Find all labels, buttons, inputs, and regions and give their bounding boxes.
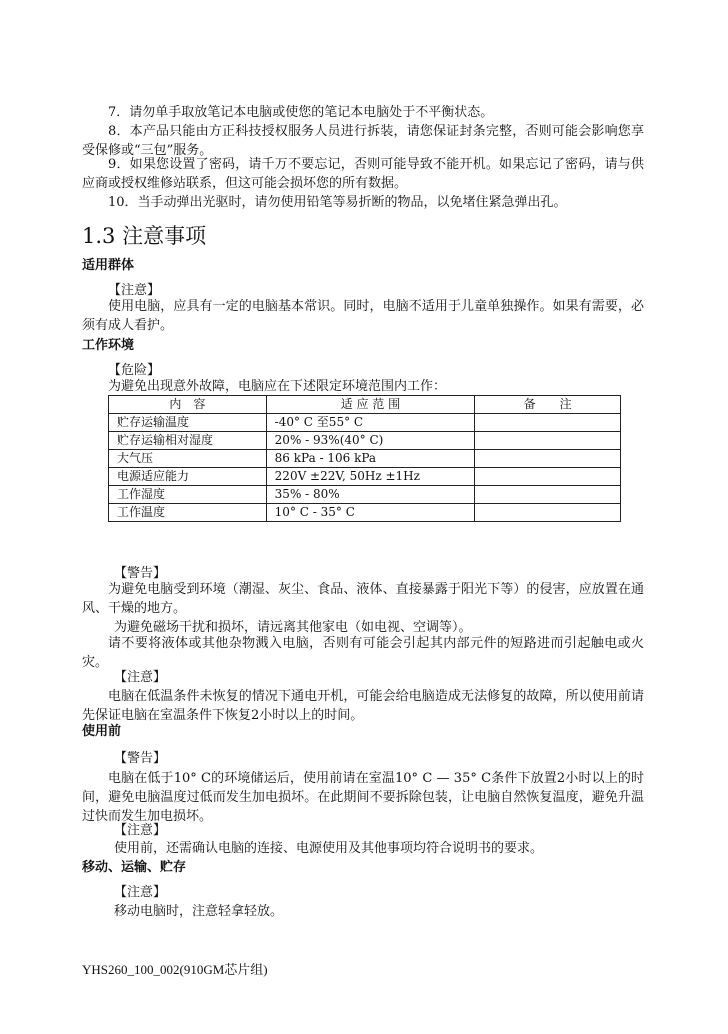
table-cell [475, 414, 621, 432]
moving-heading: 移动、运输、贮存 [82, 860, 187, 875]
table-row [109, 414, 621, 432]
table-cell: 220V ±22V, 50Hz ±1Hz [266, 468, 475, 486]
before-use-heading: 使用前 [82, 724, 122, 739]
table-cell: 贮存运输温度 [109, 414, 267, 432]
moving-notice-text: 移动电脑时，注意轻拿轻放。 [114, 904, 284, 919]
environment-warning-label: 【警告】 [114, 566, 167, 581]
table-cell [475, 450, 621, 468]
table-cell: -40° C 至55° C [266, 414, 475, 432]
table-row [109, 486, 621, 504]
environment-notice-label: 【注意】 [114, 670, 167, 685]
table-row [109, 504, 621, 522]
environment-danger-label: 【危险】 [108, 363, 161, 378]
table-header-range: 适 应 范 围 [266, 396, 475, 414]
table-cell: 电源适应能力 [109, 468, 267, 486]
table-header-content: 内 容 [109, 396, 267, 414]
before-use-warning-label: 【警告】 [114, 751, 167, 766]
groups-notice-text: 使用电脑，应具有一定的电脑基本常识。同时，电脑不适用于儿童单独操作。如果有需要，必须有成人看护。 [82, 299, 644, 333]
table-cell: 35% - 80% [266, 486, 475, 504]
environment-table [108, 395, 621, 522]
table-row [109, 432, 621, 450]
section-title: 1.3 注意事项 [82, 224, 207, 248]
table-row [109, 450, 621, 468]
environment-heading: 工作环境 [82, 338, 135, 353]
before-use-notice-label: 【注意】 [114, 823, 167, 838]
before-use-warning-text: 电脑在低于10° C的环境储运后，使用前请在室温10° C — 35° C条件下放置2小时以上的时间，避免电脑温度过低而发生加电损坏。在此期间不要拆除包装，让电脑自然恢复温度，避免升温过快而发生加电损坏。 [82, 771, 644, 824]
intro-item-8: 8．本产品只能由方正科技授权服务人员进行拆装，请您保证封条完整，否则可能会影响您享受保修或“三包”服务。 [82, 124, 644, 158]
environment-warning-text-1: 为避免电脑受到环境（潮湿、灰尘、食品、液体、直接暴露于阳光下等）的侵害，应放置在通风、干燥的地方。 [82, 582, 644, 616]
table-cell: 工作温度 [109, 504, 267, 522]
before-use-notice-text: 使用前，还需确认电脑的连接、电源使用及其他事项均符合说明书的要求。 [114, 841, 544, 856]
table-cell [475, 486, 621, 504]
intro-item-9: 9．如果您设置了密码，请千万不要忘记，否则可能导致不能开机。如果忘记了密码，请与供应商或授权维修站联系，但这可能会损坏您的所有数据。 [82, 157, 644, 191]
page-footer: YHS260_100_002(910GM芯片组) [82, 962, 268, 977]
environment-notice-text: 电脑在低温条件未恢复的情况下通电开机，可能会给电脑造成无法修复的故障，所以使用前请先保证电脑在室温条件下恢复2小时以上的时间。 [82, 689, 644, 723]
intro-item-7: 7．请勿单手取放笔记本电脑或使您的笔记本电脑处于不平衡状态。 [108, 105, 494, 120]
table-cell: 大气压 [109, 450, 267, 468]
moving-notice-label: 【注意】 [114, 885, 167, 900]
table-cell: 贮存运输相对湿度 [109, 432, 267, 450]
intro-item-10: 10．当手动弹出光驱时，请勿使用铅笔等易折断的物品，以免堵住紧急弹出孔。 [108, 195, 567, 210]
table-cell: 工作湿度 [109, 486, 267, 504]
groups-notice-label: 【注意】 [108, 283, 161, 298]
table-cell: 86 kPa - 106 kPa [266, 450, 475, 468]
table-cell: 20% - 93%(40° C) [266, 432, 475, 450]
environment-danger-text: 为避免出现意外故障，电脑应在下述限定环境范围内工作： [108, 379, 447, 394]
table-row [109, 468, 621, 486]
table-header-row [109, 396, 621, 414]
table-cell [475, 468, 621, 486]
table-cell [475, 504, 621, 522]
table-cell [475, 432, 621, 450]
table-cell: 10° C - 35° C [266, 504, 475, 522]
groups-heading: 适用群体 [82, 258, 135, 273]
table-header-remarks: 备 注 [475, 396, 621, 414]
environment-warning-text-2: 为避免磁场干扰和损坏，请远离其他家电（如电视、空调等）。 [114, 620, 472, 635]
environment-warning-text-3: 请不要将液体或其他杂物溅入电脑，否则有可能会引起其内部元件的短路进而引起触电或火灾。 [82, 636, 644, 670]
